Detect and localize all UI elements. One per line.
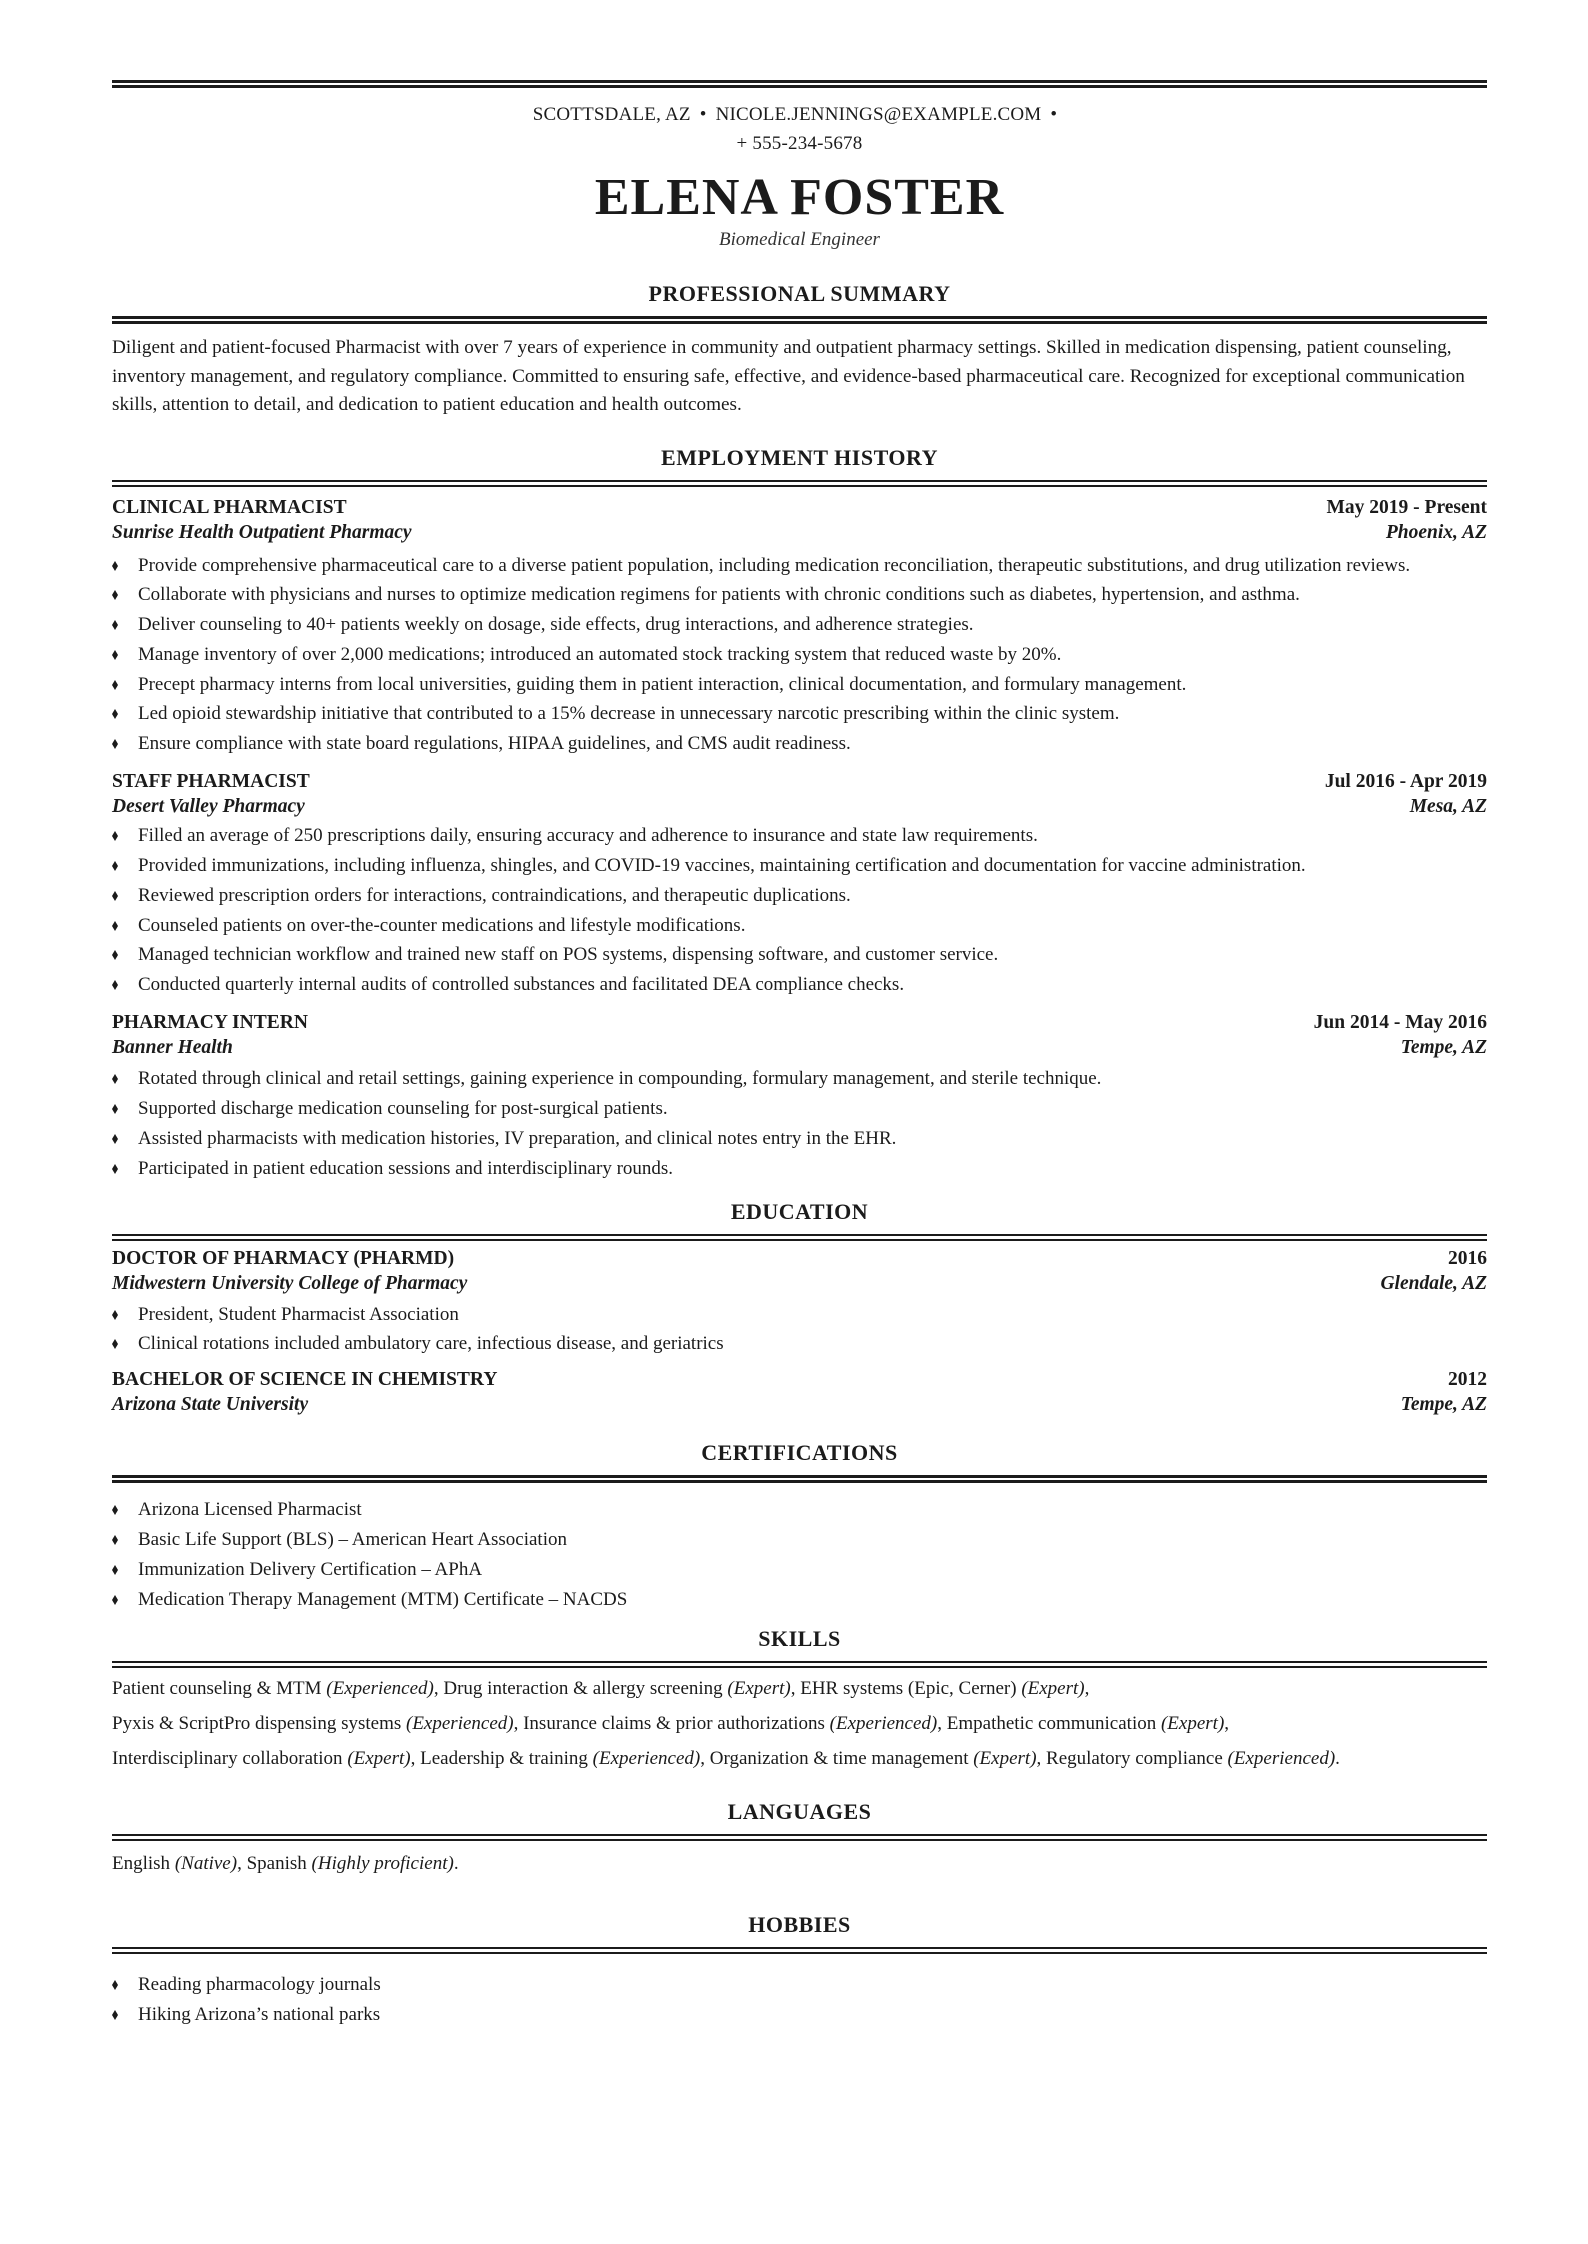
list-item: Provided immunizations, including influenza, shingles, and COVID-19 vaccines, maintaining certification and documentation for vaccine administration. xyxy=(112,852,1487,879)
diamond-bullet-icon xyxy=(112,950,119,960)
section-divider xyxy=(112,1475,1487,1482)
job-title: STAFF PHARMACIST xyxy=(112,771,310,793)
degree: DOCTOR OF PHARMACY (PHARMD) xyxy=(112,1247,455,1269)
resume-page xyxy=(112,0,1487,2030)
graduation-year: 2016 xyxy=(1448,1247,1487,1269)
skill-item: EHR systems (Epic, Cerner) (Expert), xyxy=(800,1677,1090,1699)
section-title-summary: PROFESSIONAL SUMMARY xyxy=(648,281,951,306)
section-divider xyxy=(112,1234,1487,1241)
diamond-bullet-icon xyxy=(112,831,119,841)
skill-item: Leadership & training (Experienced), xyxy=(420,1747,710,1769)
degree: BACHELOR OF SCIENCE IN CHEMISTRY xyxy=(112,1369,498,1391)
skill-item: Patient counseling & MTM (Experienced), xyxy=(112,1677,444,1699)
section-title-employment: EMPLOYMENT HISTORY xyxy=(661,444,938,470)
diamond-bullet-icon xyxy=(112,620,119,630)
diamond-bullet-icon xyxy=(112,1134,119,1144)
list-item: Participated in patient education sessions and interdisciplinary rounds. xyxy=(112,1155,1487,1182)
diamond-bullet-icon xyxy=(112,1505,119,1515)
diamond-bullet-icon xyxy=(112,980,119,990)
list-item: Managed technician workflow and trained new staff on POS systems, dispensing software, and customer service. xyxy=(112,941,1487,968)
job-bullets xyxy=(112,1065,1487,1181)
section-title-languages: LANGUAGES xyxy=(727,1798,872,1824)
school-location: Glendale, AZ xyxy=(1380,1272,1487,1294)
languages-list xyxy=(112,1850,1487,1878)
skill-item: Insurance claims & prior authorizations (Experienced), xyxy=(523,1712,947,1734)
list-item: Immunization Delivery Certification – APhA xyxy=(112,1556,1487,1583)
diamond-bullet-icon xyxy=(112,1535,119,1545)
company: Sunrise Health Outpatient Pharmacy xyxy=(112,521,412,543)
section-title-certifications: CERTIFICATIONS xyxy=(701,1440,898,1466)
language-item: English (Native), xyxy=(112,1852,247,1874)
job-location: Mesa, AZ xyxy=(1409,796,1487,818)
diamond-bullet-icon xyxy=(112,1310,119,1320)
list-item: Filled an average of 250 prescriptions daily, ensuring accuracy and adherence to insurance and state law requirements. xyxy=(112,822,1487,849)
list-item: Led opioid stewardship initiative that contributed to a 15% decrease in unnecessary narcotic prescribing within the clinic system. xyxy=(112,700,1487,727)
section-title-hobbies: HOBBIES xyxy=(748,1911,851,1937)
diamond-bullet-icon xyxy=(112,739,119,749)
list-item: Reviewed prescription orders for interactions, contraindications, and therapeutic duplications. xyxy=(112,882,1487,909)
diamond-bullet-icon xyxy=(112,561,119,571)
candidate-name: ELENA FOSTER xyxy=(594,169,1005,226)
education-entry xyxy=(112,1246,1487,1358)
graduation-year: 2012 xyxy=(1448,1369,1487,1391)
list-item: Clinical rotations included ambulatory care, infectious disease, and geriatrics xyxy=(112,1330,1487,1357)
location: SCOTTSDALE, AZ xyxy=(532,104,691,125)
certifications-list xyxy=(112,1496,1487,1612)
list-item: Precept pharmacy interns from local universities, guiding them in patient interaction, clinical documentation, and formulary management. xyxy=(112,671,1487,698)
job-bullets xyxy=(112,552,1487,758)
diamond-bullet-icon xyxy=(112,1164,119,1174)
section-divider xyxy=(112,1834,1487,1841)
list-item: Assisted pharmacists with medication histories, IV preparation, and clinical notes entry in the EHR. xyxy=(112,1125,1487,1152)
list-item: Ensure compliance with state board regulations, HIPAA guidelines, and CMS audit readiness. xyxy=(112,730,1487,757)
diamond-bullet-icon xyxy=(112,680,119,690)
diamond-bullet-icon xyxy=(112,1565,119,1575)
skill-item: Interdisciplinary collaboration (Expert), xyxy=(112,1747,421,1769)
contact-info xyxy=(112,100,1487,158)
education-bullets xyxy=(112,1301,1487,1358)
list-item: Rotated through clinical and retail settings, gaining experience in compounding, formulary management, and sterile technique. xyxy=(112,1065,1487,1092)
list-item: Medication Therapy Management (MTM) Certificate – NACDS xyxy=(112,1586,1487,1613)
diamond-bullet-icon xyxy=(112,1339,119,1349)
hobbies-list xyxy=(112,1971,1487,2028)
diamond-bullet-icon xyxy=(112,2010,119,2020)
school: Arizona State University xyxy=(112,1394,309,1416)
list-item: Conducted quarterly internal audits of controlled substances and facilitated DEA compliance checks. xyxy=(112,971,1487,998)
skill-item: Regulatory compliance (Experienced). xyxy=(1046,1747,1340,1769)
diamond-bullet-icon xyxy=(112,921,119,931)
section-divider xyxy=(112,1661,1487,1668)
candidate-title: Biomedical Engineer xyxy=(719,229,880,250)
list-item: Supported discharge medication counseling for post-surgical patients. xyxy=(112,1095,1487,1122)
diamond-bullet-icon xyxy=(112,590,119,600)
list-item: Arizona Licensed Pharmacist xyxy=(112,1496,1487,1523)
list-item: Basic Life Support (BLS) – American Heart Association xyxy=(112,1526,1487,1553)
phone: + 555-234-5678 xyxy=(736,133,863,154)
diamond-bullet-icon xyxy=(112,1074,119,1084)
company: Banner Health xyxy=(112,1037,233,1059)
language-item: Spanish (Highly proficient). xyxy=(246,1852,459,1874)
job-dates: May 2019 - Present xyxy=(1326,496,1487,518)
email: NICOLE.JENNINGS@EXAMPLE.COM xyxy=(715,104,1042,125)
job-title: PHARMACY INTERN xyxy=(112,1012,308,1034)
list-item: Provide comprehensive pharmaceutical care to a diverse patient population, including medication reconciliation, therapeutic substitutions, and drug utilization reviews. xyxy=(112,552,1487,579)
job-location: Phoenix, AZ xyxy=(1385,521,1487,543)
section-divider xyxy=(112,480,1487,487)
diamond-bullet-icon xyxy=(112,861,119,871)
list-item: Counseled patients on over-the-counter medications and lifestyle modifications. xyxy=(112,912,1487,939)
list-item: President, Student Pharmacist Association xyxy=(112,1301,1487,1328)
list-item: Hiking Arizona’s national parks xyxy=(112,2001,1487,2028)
diamond-bullet-icon xyxy=(112,1104,119,1114)
skills-list xyxy=(112,1671,1487,1776)
job-bullets xyxy=(112,822,1487,998)
section-divider xyxy=(112,316,1487,323)
skill-item: Drug interaction & allergy screening (Expert), xyxy=(443,1677,801,1699)
diamond-bullet-icon xyxy=(112,709,119,719)
school: Midwestern University College of Pharmacy xyxy=(112,1272,468,1294)
skill-item: Empathetic communication (Expert), xyxy=(946,1712,1230,1734)
section-divider xyxy=(112,1947,1487,1954)
job-entry xyxy=(112,1010,1487,1181)
diamond-bullet-icon xyxy=(112,1980,119,1990)
job-title: CLINICAL PHARMACIST xyxy=(112,496,347,518)
list-item: Reading pharmacology journals xyxy=(112,1971,1487,1998)
diamond-bullet-icon xyxy=(112,891,119,901)
skill-item: Organization & time management (Expert), xyxy=(709,1747,1047,1769)
list-item: Manage inventory of over 2,000 medications; introduced an automated stock tracking system that reduced waste by 20%. xyxy=(112,641,1487,668)
separator-dot: • xyxy=(1050,104,1058,125)
job-dates: Jun 2014 - May 2016 xyxy=(1313,1012,1487,1034)
section-title-education: EDUCATION xyxy=(730,1198,869,1224)
skill-item: Pyxis & ScriptPro dispensing systems (Experienced), xyxy=(112,1712,524,1734)
diamond-bullet-icon xyxy=(112,1595,119,1605)
education-entry xyxy=(112,1367,1487,1418)
list-item: Collaborate with physicians and nurses to optimize medication regimens for patients with chronic conditions such as diabetes, hypertension, and asthma. xyxy=(112,581,1487,608)
top-divider xyxy=(112,80,1487,87)
job-entry xyxy=(112,495,1487,758)
separator-dot: • xyxy=(699,104,707,125)
job-location: Tempe, AZ xyxy=(1400,1037,1487,1059)
school-location: Tempe, AZ xyxy=(1400,1394,1487,1416)
job-dates: Jul 2016 - Apr 2019 xyxy=(1324,771,1487,793)
list-item: Deliver counseling to 40+ patients weekly on dosage, side effects, drug interactions, and adherence strategies. xyxy=(112,611,1487,638)
company: Desert Valley Pharmacy xyxy=(112,796,305,818)
summary-text: Diligent and patient-focused Pharmacist with over 7 years of experience in community and outpatient pharmacy settings. Skilled in medication dispensing, patient counseling, inventory management, and regulatory compliance. Committed to ensuring safe, effective, and evidence-based pharmaceutical care. Recognized for exceptional communication skills, attention to detail, and dedication to patient education and health outcomes. xyxy=(112,337,1465,415)
job-entry xyxy=(112,769,1487,998)
contact-line-1 xyxy=(112,100,1487,129)
diamond-bullet-icon xyxy=(112,650,119,660)
section-title-skills: SKILLS xyxy=(758,1625,841,1651)
